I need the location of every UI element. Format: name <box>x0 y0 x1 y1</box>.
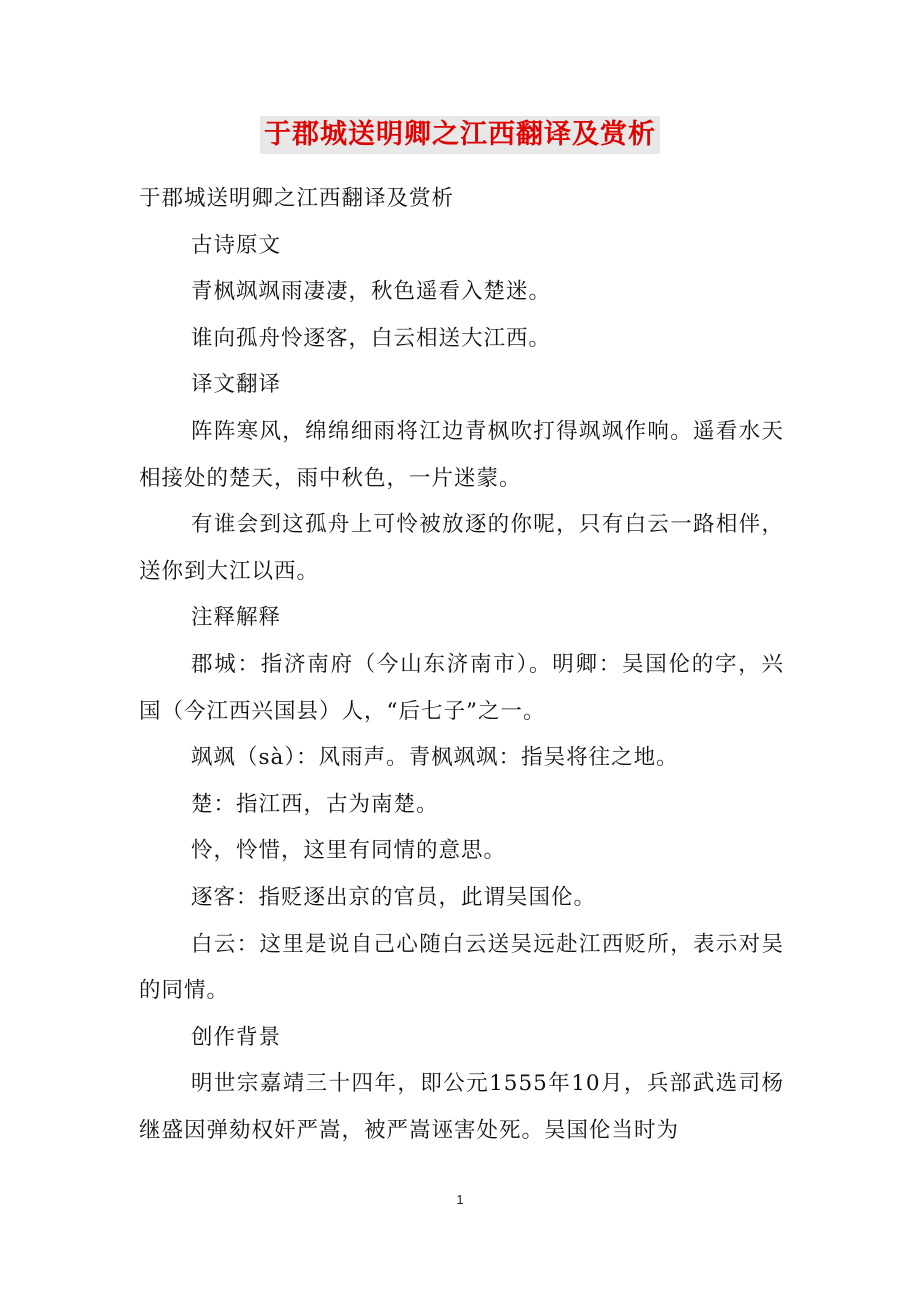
document-body <box>139 176 784 1154</box>
paragraph: 阵阵寒风，绵绵细雨将江边青枫吹打得飒飒作响。遥看水天相接处的楚天，雨中秋色，一片迷蒙。 <box>139 418 784 491</box>
paragraph: 有谁会到这孤舟上可怜被放逐的你呢，只有白云一路相伴，送你到大江以西。 <box>139 512 784 584</box>
paragraph: 注释解释 <box>191 605 282 631</box>
paragraph: 飒飒（sà）：风雨声。青枫飒飒：指吴将往之地。 <box>191 745 679 771</box>
page-number: 1 <box>456 1192 464 1207</box>
paragraph: 白云：这里是说自己心随白云送吴远赴江西贬所，表示对吴的同情。 <box>139 931 784 1004</box>
title-container <box>0 116 920 154</box>
paragraph: 谁向孤舟怜逐客，白云相送大江西。 <box>191 325 552 351</box>
paragraph: 怜，怜惜，这里有同情的意思。 <box>191 838 507 864</box>
paragraph: 创作背景 <box>191 1024 282 1050</box>
paragraph: 于郡城送明卿之江西翻译及赏析 <box>139 186 455 211</box>
paragraph: 楚：指江西，古为南楚。 <box>191 791 439 817</box>
paragraph: 青枫飒飒雨凄凄，秋色遥看入楚迷。 <box>191 279 552 305</box>
paragraph: 译文翻译 <box>191 372 282 398</box>
paragraph: 古诗原文 <box>191 232 282 258</box>
document-title: 于郡城送明卿之江西翻译及赏析 <box>260 116 660 154</box>
paragraph: 郡城：指济南府（今山东济南市）。明卿：吴国伦的字，兴国（今江西兴国县）人，“后七子”之一。 <box>139 651 784 724</box>
paragraph: 逐客：指贬逐出京的官员，此谓吴国伦。 <box>191 884 597 910</box>
paragraph: 明世宗嘉靖三十四年，即公元1555年10月，兵部武选司杨继盛因弹劾权奸严嵩，被严嵩诬害处死。吴国伦当时为 <box>139 1071 784 1143</box>
